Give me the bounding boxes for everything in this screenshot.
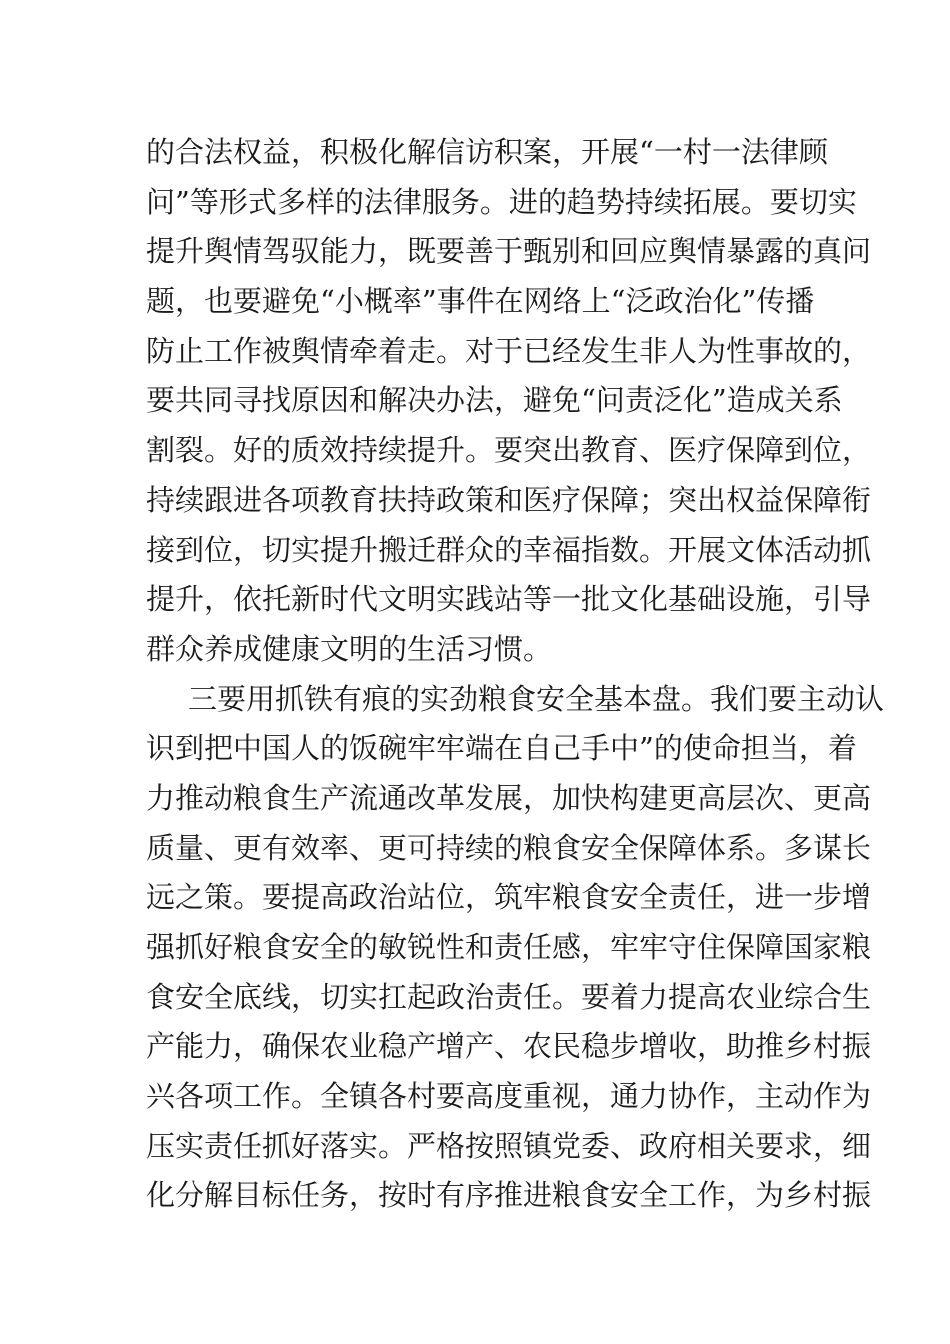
text-line: 防止工作被舆情牵着走。对于已经发生非人为性事故的，	[146, 333, 872, 368]
text-line: 题，也要避免“小概率”事件在网络上“泛政治化”传播	[146, 284, 815, 319]
text-line: 要共同寻找原因和解决办法，避免“问责泛化”造成关系	[146, 383, 843, 418]
text-line: 食安全底线，切实扛起政治责任。要着力提高农业综合生	[146, 979, 872, 1014]
text-line: 产能力，确保农业稳产增产、农民稳步增收，助推乡村振	[146, 1029, 872, 1064]
text-line: 提升，依托新时代文明实践站等一批文化基础设施，引导	[146, 582, 872, 617]
text-line: 群众养成健康文明的生活习惯。	[146, 631, 553, 666]
text-line: 持续跟进各项教育扶持政策和医疗保障；突出权益保障衔	[146, 482, 872, 517]
text-line: 识到把中国人的饭碗牢牢端在自己手中”的使命担当，着	[146, 731, 857, 766]
text-line: 压实责任抓好落实。严格按照镇党委、政府相关要求，细	[146, 1128, 872, 1163]
text-line: 割裂。好的质效持续提升。要突出教育、医疗保障到位，	[146, 433, 872, 468]
paragraph-start-line: 三要用抓铁有痕的实劲粮食安全基本盘。我们要主动认	[188, 681, 885, 716]
text-line: 接到位，切实提升搬迁群众的幸福指数。开展文体活动抓	[146, 532, 872, 567]
text-line: 力推动粮食生产流通改革发展，加快构建更高层次、更高	[146, 780, 872, 815]
text-line: 提升舆情驾驭能力，既要善于甄别和回应舆情暴露的真问	[146, 234, 872, 269]
body-text	[146, 128, 885, 1221]
text-line: 问”等形式多样的法律服务。进的趋势持续拓展。要切实	[146, 184, 857, 219]
text-line: 质量、更有效率、更可持续的粮食安全保障体系。多谋长	[146, 830, 872, 865]
text-line: 兴各项工作。全镇各村要高度重视，通力协作，主动作为	[146, 1079, 872, 1114]
text-line: 远之策。要提高政治站位，筑牢粮食安全责任，进一步增	[146, 880, 872, 915]
text-line: 的合法权益，积极化解信访积案，开展“一村一法律顾	[146, 135, 828, 169]
text-line: 强抓好粮食安全的敏锐性和责任感，牢牢守住保障国家粮	[146, 930, 872, 964]
text-line: 化分解目标任务，按时有序推进粮食安全工作，为乡村振	[146, 1178, 872, 1213]
